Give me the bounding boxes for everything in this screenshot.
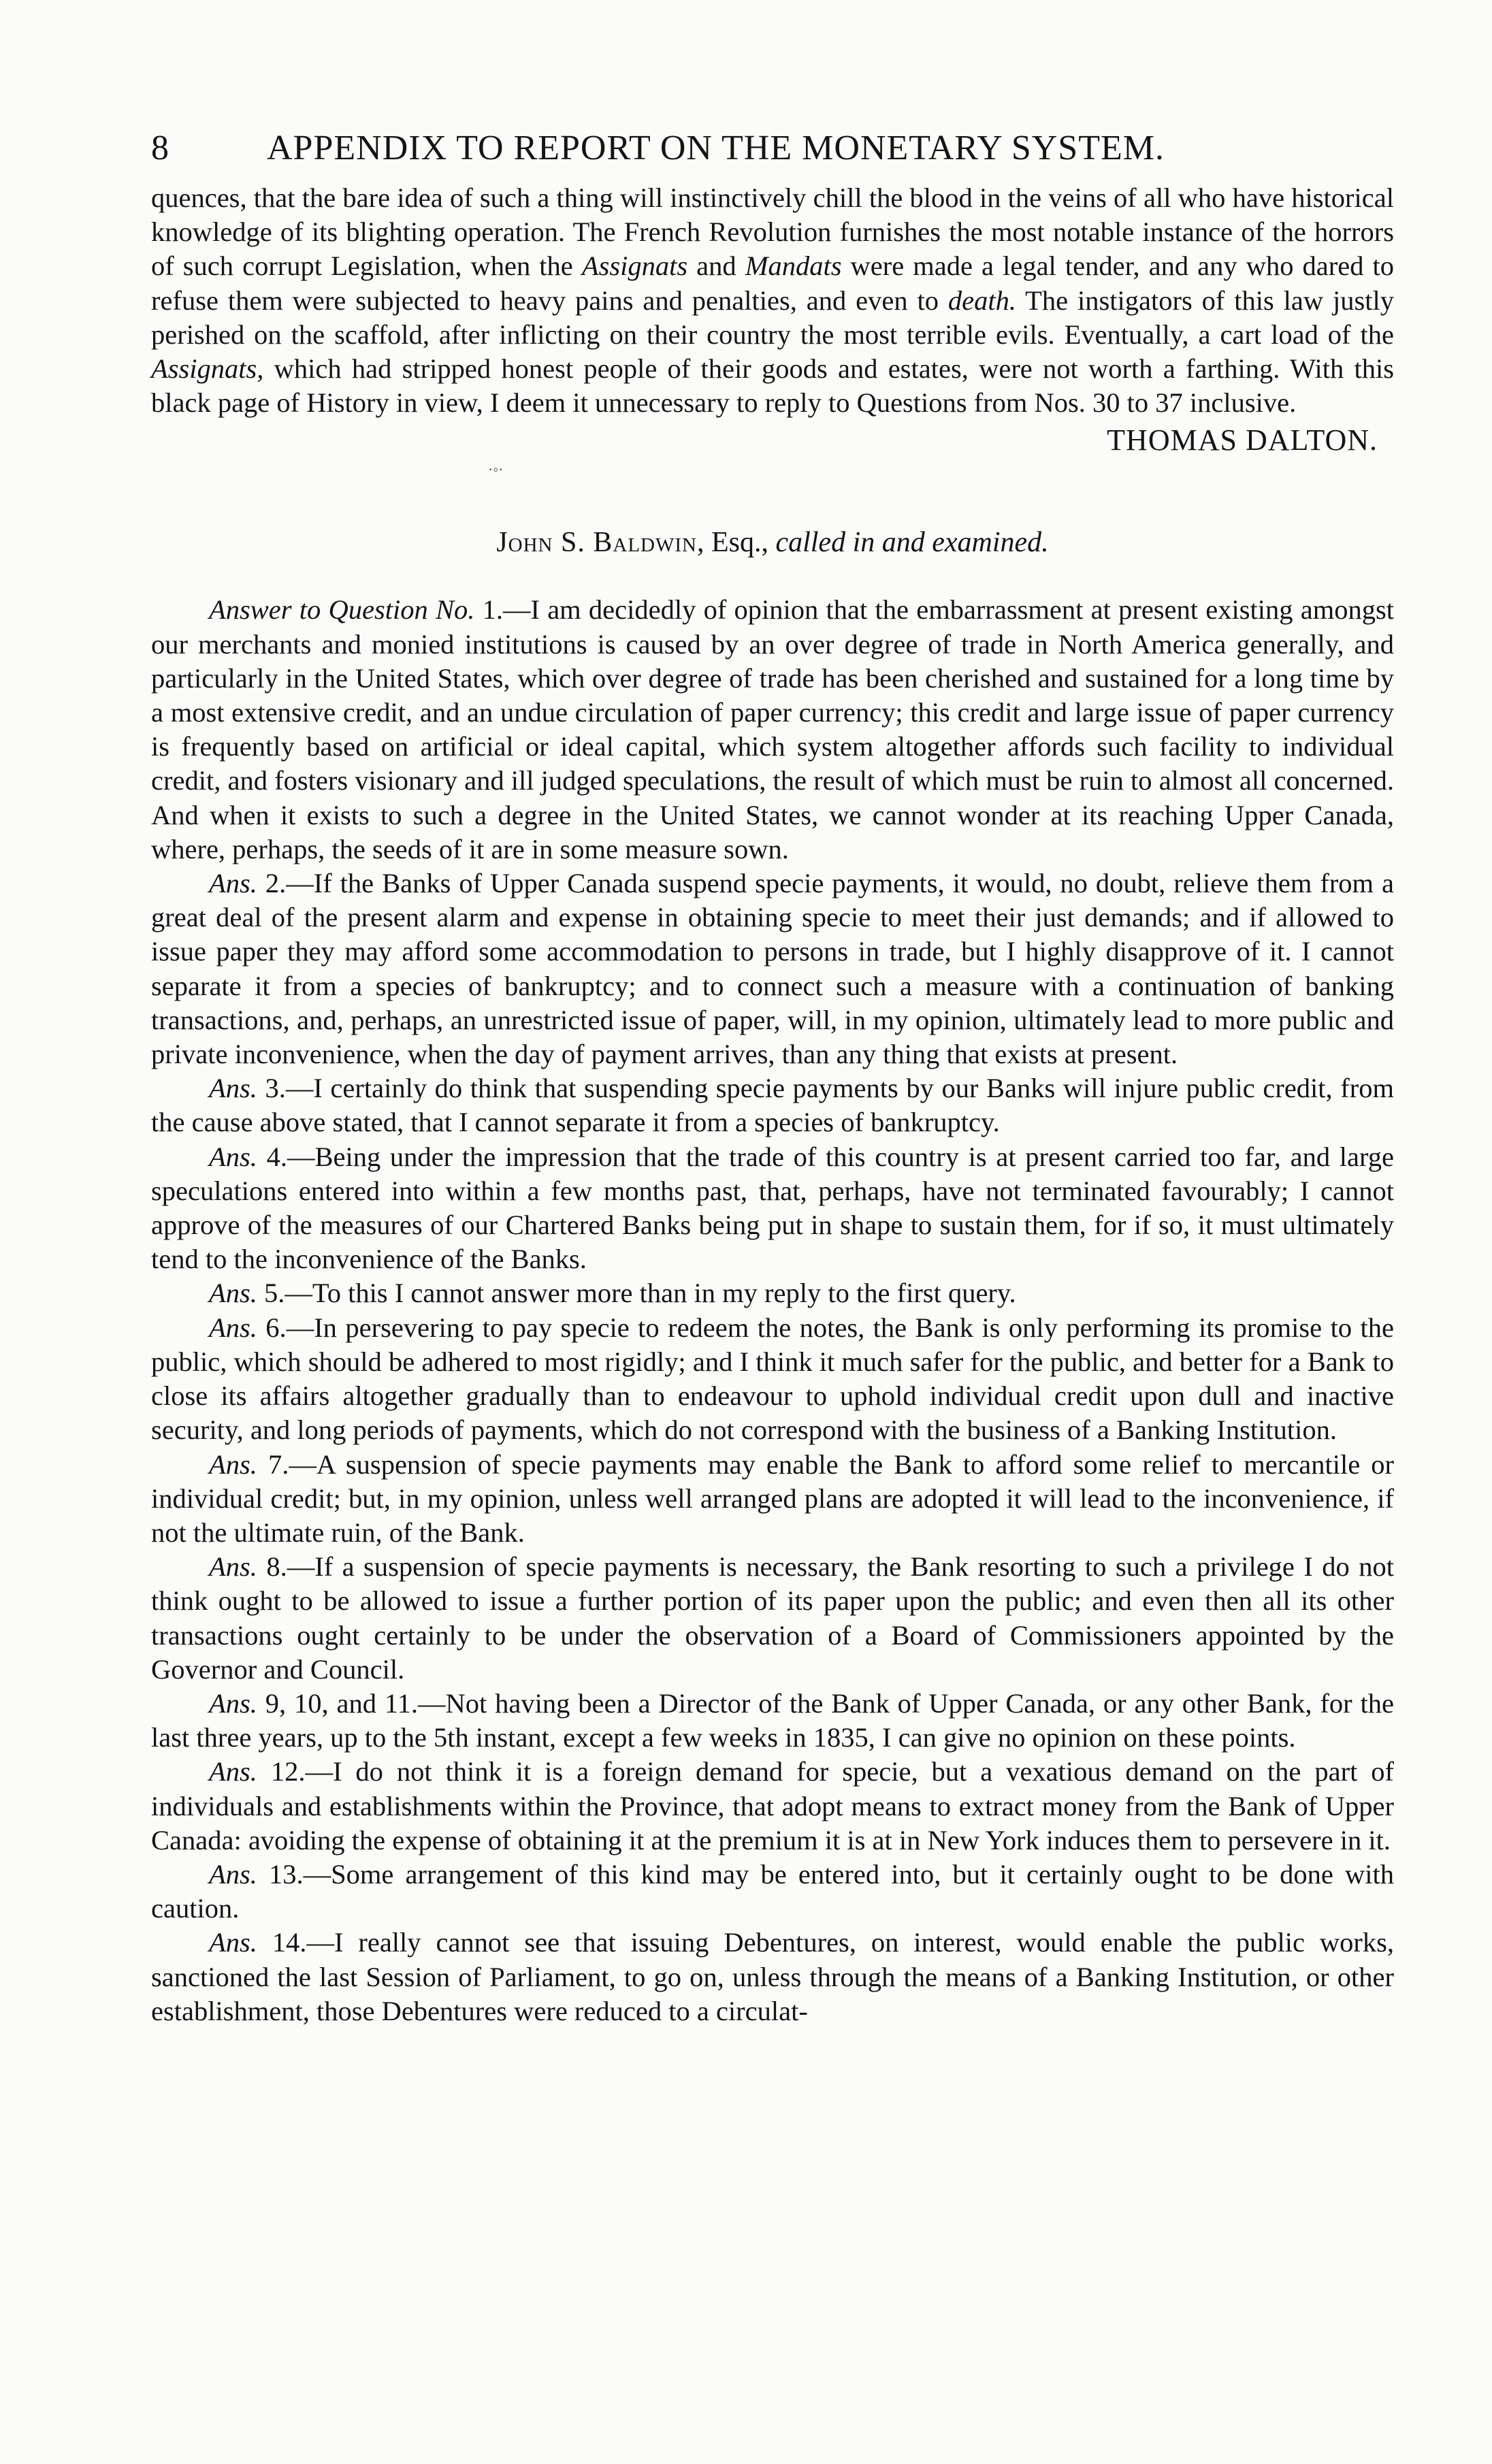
answer-number: 2. [257,868,287,899]
intro-text-1: quences, that the bare idea of such a thing will instinctively chill the blood in the veins of all who have historical knowledge of its blighting operation. The French Revolution furnishes the most notable instance of the horrors of such corrupt Legislation, when the [151,182,1394,282]
answer-text: —I really cannot see that issuing Debentures, on interest, would enable the public works, sanctioned the last Session of Parliament, to go on, unless through the means of a Banking Institution, or other establishment, those Debentures were reduced to a circulat- [151,1927,1395,2026]
answer-number: 9, 10, and 11. [257,1687,419,1719]
answer-text: —Some arrangement of this kind may be entered into, but it certainly ought to be done with caution. [151,1858,1395,1924]
answer-paragraph [151,1276,1394,1310]
answer-label: Ans. [209,1278,257,1309]
intro-text-2: and [687,250,745,282]
answer-label: Ans. [209,1858,257,1890]
answer-number: 5. [257,1278,285,1309]
witness-name: John S. Baldwin [496,527,697,559]
signature: THOMAS DALTON. [1107,423,1378,457]
answer-label: Ans. [209,1687,257,1719]
answer-paragraph [151,866,1394,1071]
answer-text: —Not having been a Director of the Bank of Upper Canada, or any other Bank, for the last three years, up to the 5th instant, except a few weeks in 1835, I can give no opinion on these points. [151,1687,1394,1753]
answer-label: Ans. [209,1448,257,1480]
answer-paragraph [151,1140,1394,1277]
answer-paragraph [151,1448,1394,1551]
answer-label: Ans. [209,1551,257,1583]
answer-text: —To this I cannot answer more than in my reply to the first query. [285,1278,1016,1309]
answer-paragraph [151,1550,1394,1687]
answer-text: —In persevering to pay specie to redeem the notes, the Bank is only performing its promise to the public, which should be adhered to most rigidly; and I think it much safer for the public, and better for a Bank to close its affairs altogether gradually than to endeavour to uphold individual credit upon dull and inactive security, and long periods of payments, which do not correspond with the business of a Banking Institution. [151,1312,1394,1446]
answer-number: 1. [474,594,503,626]
page-header [151,128,1394,181]
answer-number: 3. [257,1073,286,1104]
answer-text: —I certainly do think that suspending specie payments by our Banks will injure public credit, from the cause above stated, that I cannot separate it from a species of bankruptcy. [151,1073,1394,1138]
answer-label: Ans. [209,1141,257,1172]
intro-text-4: The instigators of this law justly perished on the scaffold, after inflicting on their country the most terrible evils. Eventually, a cart load of the [151,285,1394,350]
answer-text: —I am decidedly of opinion that the embarrassment at present existing amongst our merchants and monied institutions is caused by an over degree of trade in North America generally, and particularly in the United States, which over degree of trade has been cherished and sustained for a long time by a most extensive credit, and an undue circulation of paper currency; this credit and large issue of paper currency is frequently based on artificial or ideal capital, which system altogether affords such facility to individual credit, and fosters visionary and ill judged speculations, the result of which must be ruin to almost all concerned. And when it exists to such a degree in the United States, we cannot wonder at its reaching Upper Canada, where, perhaps, the seeds of it are in some measure sown. [151,594,1394,864]
answer-label: Ans. [209,868,257,899]
answer-paragraph [151,1687,1394,1755]
answer-number: 13. [257,1858,304,1890]
answer-label: Ans. [209,1312,257,1343]
intro-text-5: which had stripped honest people of their goods and estates, were not worth a farthing. With this black page of History in view, I deem it unnecessary to reply to Questions from Nos. 30 to 37 inclusive. [151,353,1394,419]
answer-text: —Being under the impression that the trade of this country is at present carried too far, and large speculations entered into within a few months past, that, perhaps, have not terminated favourably; I cannot approve of the measures of our Chartered Banks being put in shape to sustain them, for if so, it must ultimately tend to the inconvenience of the Banks. [151,1141,1395,1275]
witness-title: , Esq., [696,527,776,559]
answer-text: —I do not think it is a foreign demand for specie, but a vexatious demand on the part of individuals and establishments within the Province, that adopt means to extract money from the Bank of Upper Canada: avoiding the expense of obtaining it at the premium it is at in New York induces them to persevere in it. [151,1756,1395,1855]
intro-death: death. [947,285,1016,316]
answer-paragraph [151,593,1394,866]
answer-paragraph [151,1858,1394,1926]
document-page [151,128,1394,2028]
answer-label: Ans. [209,1073,257,1104]
answer-paragraph [151,1926,1394,2028]
intro-text-3: were made a legal tender, and any who dared to refuse them were subjected to heavy pains and penalties, and even to [151,250,1395,316]
answer-number: 4. [257,1141,287,1172]
answer-text: —If the Banks of Upper Canada suspend specie payments, it would, no doubt, relieve them from a great deal of the present alarm and expense in obtaining specie to meet their just demands; and if allowed to issue paper they may afford some accommodation to persons in trade, but I highly disapprove of it. I cannot separate it from a species of bankruptcy; and to connect such a measure with a continuation of banking transactions, and, perhaps, an unrestricted issue of paper, will, in my opinion, ultimately lead to more public and private inconvenience, when the day of payment arrives, than any thing that exists at present. [151,868,1395,1070]
answer-label: Answer to Question No. [209,594,475,626]
running-head: APPENDIX TO REPORT ON THE MONETARY SYSTEM. [267,129,1165,167]
answer-paragraph [151,1755,1394,1858]
answer-number: 14. [257,1927,307,1958]
answer-label: Ans. [209,1927,257,1958]
ornament-mark: ·◦· [488,461,504,479]
answer-number: 6. [257,1312,287,1343]
intro-assignats-2: Assignats, [151,353,264,385]
intro-mandats: Mandats [745,250,842,282]
answer-number: 12. [257,1756,306,1787]
answer-text: —A suspension of specie payments may enable the Bank to afford some relief to mercantile or individual credit; but, in my opinion, unless well arranged plans are adopted it will lead to the inconvenience, if not the ultimate ruin, of the Bank. [151,1448,1394,1548]
intro-assignats: Assignats [581,250,688,282]
witness-called: called in and examined. [775,527,1049,559]
answer-number: 7. [257,1448,289,1480]
witness-heading [151,522,1394,563]
answer-text: —If a suspension of specie payments is necessary, the Bank resorting to such a privilege I do not think ought to be allowed to issue a further portion of its paper upon the public; and even then all its other transactions ought certainly to be under the observation of a Board of Commissioners appointed by the Governor and Council. [151,1551,1394,1685]
answer-paragraph [151,1311,1394,1448]
intro-paragraph [151,181,1394,420]
answer-paragraph [151,1071,1394,1139]
page-number: 8 [151,129,169,167]
answer-number: 8. [257,1551,287,1583]
answers-list [151,593,1394,2028]
answer-label: Ans. [209,1756,257,1787]
